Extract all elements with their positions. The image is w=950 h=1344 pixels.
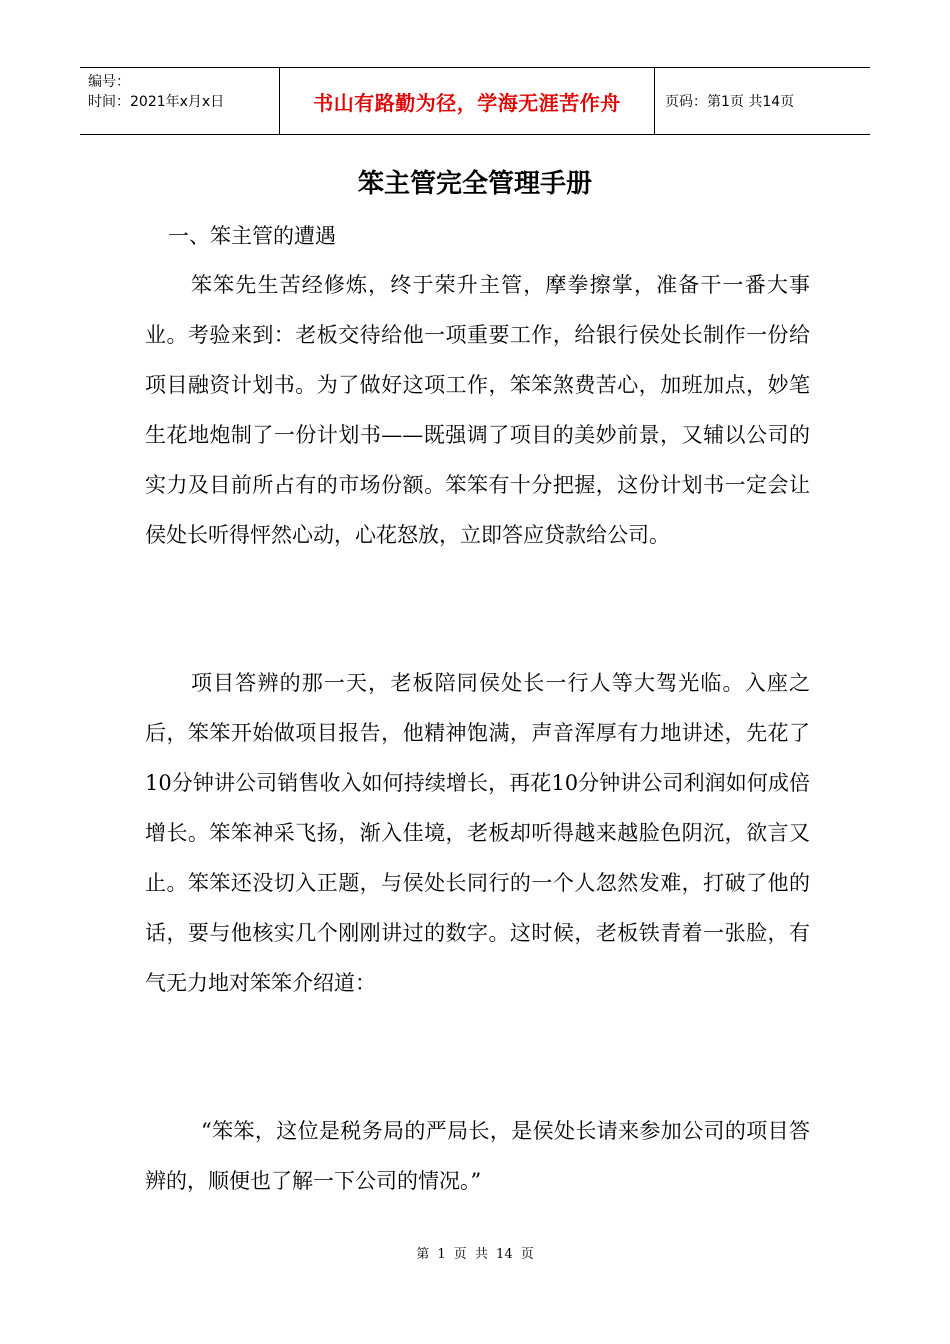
serial-label: 编号： xyxy=(88,74,130,90)
header-page-info: 页码：第1页 共14页 xyxy=(665,94,795,110)
page-footer: 第 1 页 共 14 页 xyxy=(416,1247,534,1262)
header-motto-cell xyxy=(280,68,655,134)
time-label: 时间：2021年x月x日 xyxy=(88,94,225,110)
paragraph: 项目答辨的那一天，老板陪同侯处长一行人等大驾光临。入座之后，笨笨开始做项目报告，他精神饱满，声音浑厚有力地讲述，先花了10分钟讲公司销售收入如何持续增长，再花10分钟讲公司利润如何成倍增长。笨笨神采飞扬，渐入佳境，老板却听得越来越脸色阴沉，欲言又止。笨笨还没切入正题，与侯处长同行的一个人忽然发难，打破了他的话，要与他核实几个刚刚讲过的数字。这时候，老板铁青着一张脸，有气无力地对笨笨介绍道： xyxy=(145,671,810,995)
paragraph: “笨笨，这位是税务局的严局长，是侯处长请来参加公司的项目答辨的，顺便也了解一下公司的情况。” xyxy=(145,1119,810,1193)
paragraph: 笨笨先生苦经修炼，终于荣升主管，摩拳擦掌，准备干一番大事业。考验来到：老板交待给他一项重要工作，给银行侯处长制作一份给项目融资计划书。为了做好这项工作，笨笨煞费苦心，加班加点，妙笔生花地炮制了一份计划书——既强调了项目的美妙前景，又辅以公司的实力及目前所占有的市场份额。笨笨有十分把握，这份计划书一定会让侯处长听得怦然心动，心花怒放，立即答应贷款给公司。 xyxy=(145,273,810,547)
header-meta-cell xyxy=(80,68,280,134)
header-motto: 书山有路勤为径，学海无涯苦作舟 xyxy=(313,90,621,115)
header-page-cell xyxy=(655,68,870,134)
section-heading: 一、笨主管的遭遇 xyxy=(168,224,336,248)
document-header xyxy=(80,67,870,135)
document-title: 笨主管完全管理手册 xyxy=(357,169,592,199)
